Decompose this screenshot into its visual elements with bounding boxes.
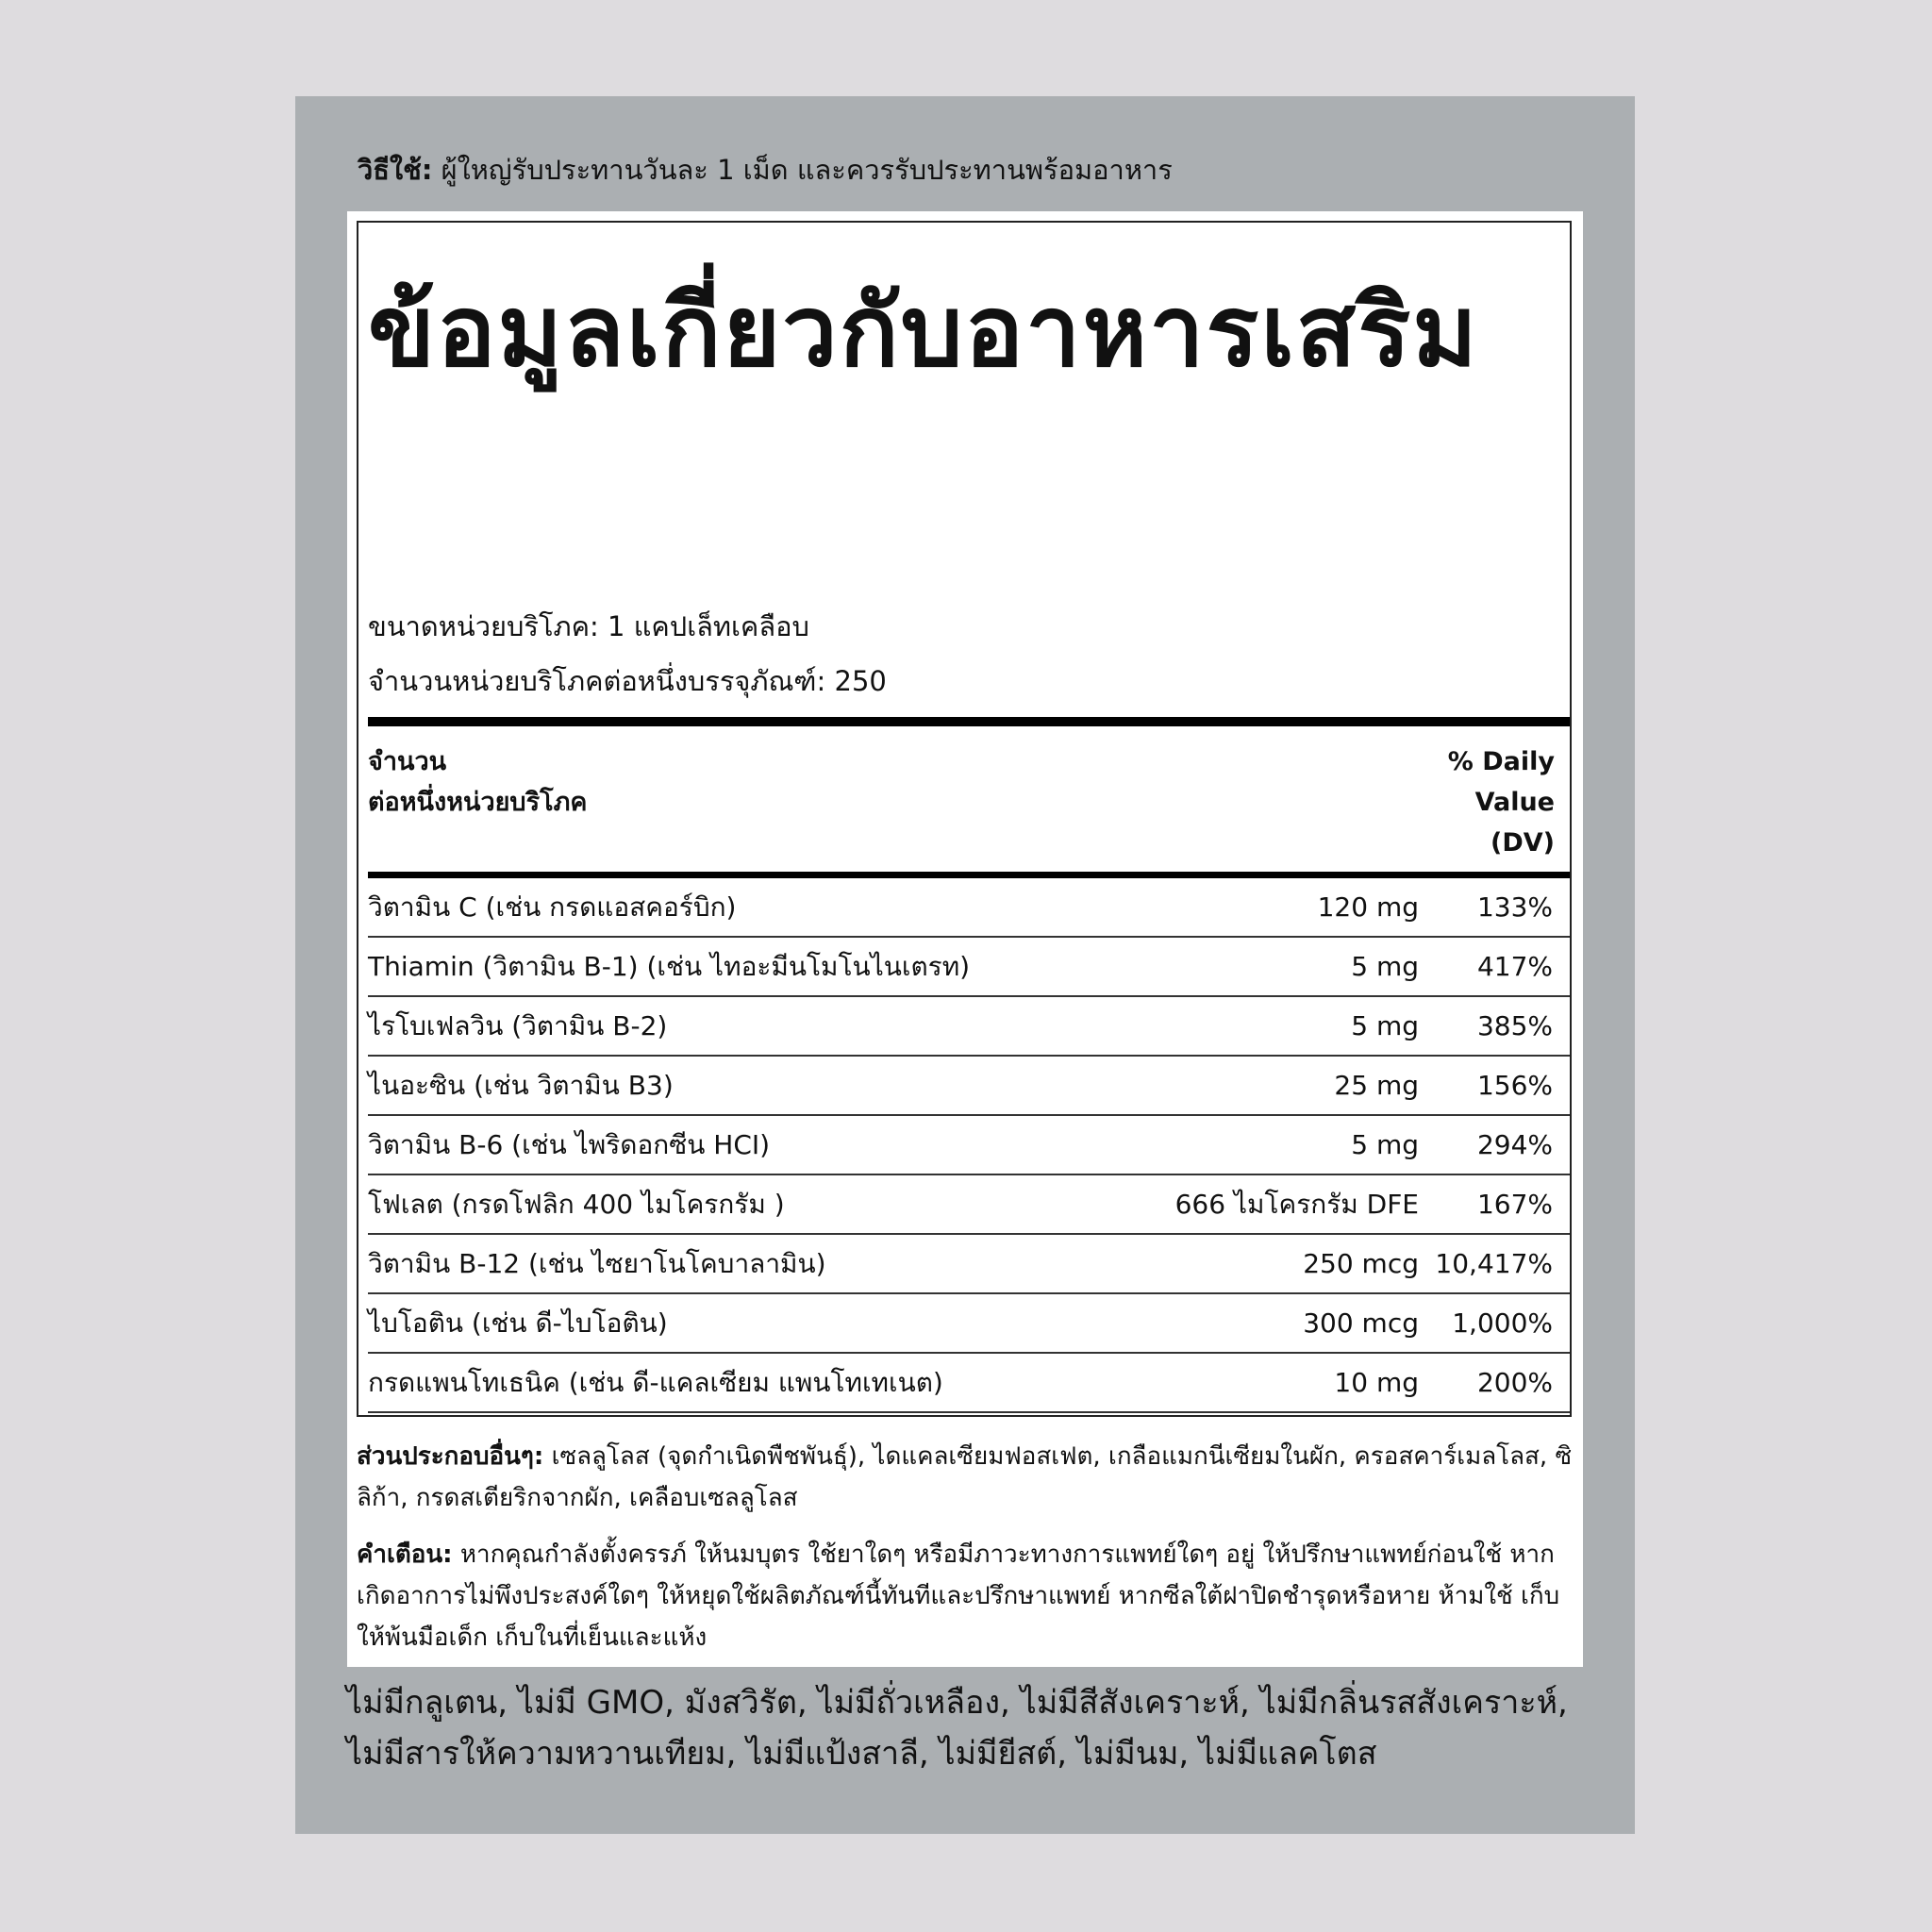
amount-header-line1: จำนวน [368,747,447,776]
other-ingredients-text: เซลลูโลส (จุดกำเนิดพืชพันธุ์), ไดแคลเซียมฟอสเฟต, เกลือแมกนีเซียมในผัก, ครอสคาร์เมลโลส, ซิลิก้า, กรดสเตียริกจากผัก, เคลือบเซลลูโลส [357,1442,1573,1512]
nutrient-row [368,1354,1570,1413]
dv-header-line1: % Daily [1447,747,1555,776]
supplement-label-box [347,211,1583,1667]
warning-label: คำเตือน: [357,1541,453,1569]
nutrient-amount: 5 mg [1351,1129,1419,1160]
facts-title: ข้อมูลเกี่ยวกับอาหารเสริม [368,274,1479,389]
directions-label: วิธีใช้: [358,154,433,186]
dv-header-line3: (DV) [1491,828,1555,858]
nutrient-dv: 156% [1476,1070,1553,1101]
nutrient-table [368,878,1570,1413]
amount-header-line2: ต่อหนึ่งหน่วยบริโภค [368,788,588,817]
nutrient-row [368,938,1570,997]
label-panel [295,96,1635,1834]
nutrient-amount: 5 mg [1351,1010,1419,1041]
nutrient-row [368,997,1570,1057]
nutrient-row [368,1294,1570,1354]
servings-per-container: จำนวนหน่วยบริโภคต่อหนึ่งบรรจุภัณฑ์: 250 [368,665,887,697]
thick-divider [368,872,1570,878]
nutrient-row [368,878,1570,938]
nutrient-name: ไรโบเฟลวิน (วิตามิน B-2) [368,1010,668,1041]
nutrient-amount: 250 mcg [1303,1248,1419,1279]
nutrient-name: วิตามิน B-12 (เช่น ไซยาโนโคบาลามิน) [368,1248,826,1279]
directions [358,151,1173,189]
nutrient-amount: 5 mg [1351,951,1419,982]
other-ingredients-label: ส่วนประกอบอื่นๆ: [357,1442,544,1471]
nutrient-dv: 1,000% [1452,1307,1553,1339]
nutrient-name: ไนอะซิน (เช่น วิตามิน B3) [368,1070,674,1101]
nutrient-name: วิตามิน B-6 (เช่น ไพริดอกซีน HCI) [368,1129,771,1160]
nutrient-amount: 300 mcg [1303,1307,1419,1339]
warning [357,1534,1574,1658]
nutrient-dv: 294% [1476,1129,1553,1160]
nutrient-name: ไบโอติน (เช่น ดี-ไบโอติน) [368,1307,668,1339]
nutrient-amount: 120 mg [1317,891,1419,923]
warning-text: หากคุณกำลังตั้งครรภ์ ให้นมบุตร ใช้ยาใดๆ หรือมีภาวะทางการแพทย์ใดๆ อยู่ ให้ปรึกษาแพทย์ก่อนใช้ หากเกิดอาการไม่พึงประสงค์ใดๆ ให้หยุดใช้ผลิตภัณฑ์นี้ทันทีและปรึกษาแพทย์ หากซีลใต้ฝาปิดชำรุดหรือหาย ห้ามใช้ เก็บให้พ้นมือเด็ก เก็บในที่เย็นและแห้ง [357,1541,1560,1652]
nutrient-name: Thiamin (วิตามิน B-1) (เช่น ไทอะมีนโมโนไนเตรท) [368,951,971,982]
nutrient-row [368,1057,1570,1116]
nutrient-name: วิตามิน C (เช่น กรดแอสคอร์บิก) [368,891,737,923]
other-ingredients [357,1436,1574,1519]
thick-divider [368,717,1570,726]
nutrient-amount: 10 mg [1334,1367,1419,1398]
amount-per-serving-header [368,741,587,823]
nutrient-dv: 10,417% [1435,1248,1553,1279]
serving-size: ขนาดหน่วยบริโภค: 1 แคปเล็ทเคลือบ [368,610,809,642]
nutrient-name: โฟเลต (กรดโฟลิก 400 ไมโครกรัม ) [368,1189,785,1220]
nutrient-row [368,1235,1570,1294]
nutrient-amount: 25 mg [1334,1070,1419,1101]
nutrient-name: กรดแพนโทเธนิค (เช่น ดี-แคลเซียม แพนโทเทเนต) [368,1367,943,1398]
nutrient-row [368,1175,1570,1235]
nutrient-dv: 167% [1476,1189,1553,1220]
nutrient-amount: 666 ไมโครกรัม DFE [1174,1189,1419,1220]
nutrient-row [368,1116,1570,1175]
dv-header-line2: Value [1474,788,1555,817]
supplement-facts-panel [357,221,1572,1417]
nutrient-dv: 417% [1476,951,1553,982]
free-from-statement: ไม่มีกลูเตน, ไม่มี GMO, มังสวิรัต, ไม่มีถั่วเหลือง, ไม่มีสีสังเคราะห์, ไม่มีกลิ่นรสสังเคราะห์, ไม่มีสารให้ความหวานเทียม, ไม่มีแป้งสาลี, ไม่มียีสต์, ไม่มีนม, ไม่มีแลคโตส [346,1684,1568,1773]
nutrient-dv: 385% [1476,1010,1553,1041]
nutrient-dv: 133% [1476,891,1553,923]
directions-text: ผู้ใหญ่รับประทานวันละ 1 เม็ด และควรรับประทานพร้อมอาหาร [441,154,1173,186]
daily-value-header [1448,741,1555,863]
nutrient-dv: 200% [1476,1367,1553,1398]
